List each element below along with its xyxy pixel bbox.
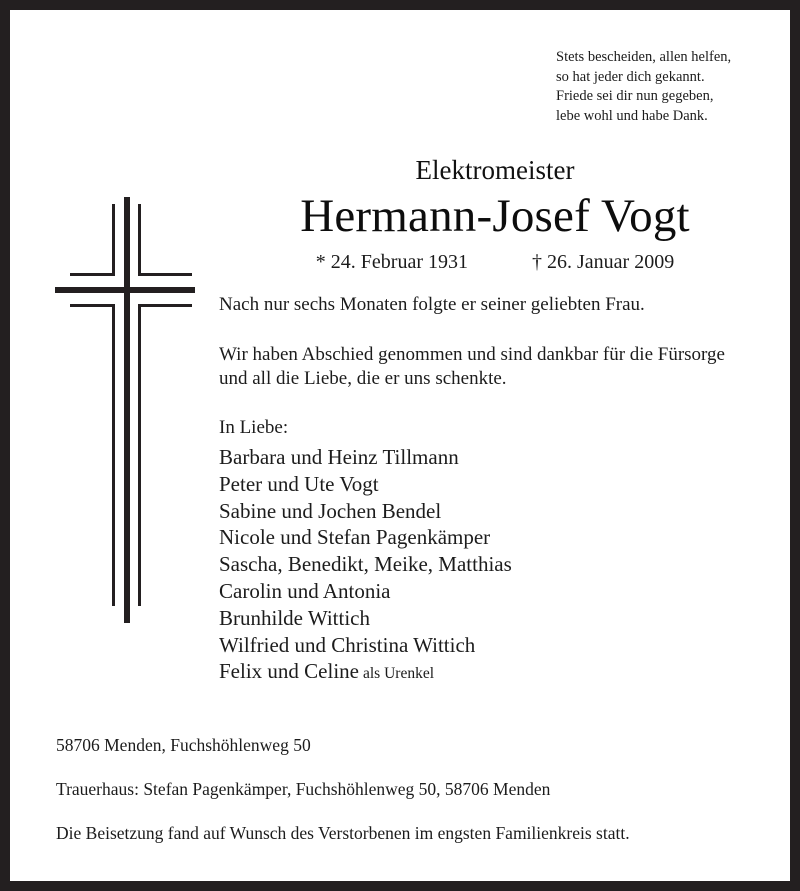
mourner-names: Felix und Celine xyxy=(219,659,359,684)
birth-date: * 24. Februar 1931 xyxy=(315,251,468,273)
mourner-names: Brunhilde Wittich xyxy=(219,605,370,630)
death-date: † 26. Januar 2009 xyxy=(532,251,675,273)
mourner-names: Sabine und Jochen Bendel xyxy=(219,498,442,523)
list-item xyxy=(219,498,779,525)
body-paragraph-2-line-1: Wir haben Abschied genommen und sind dankbar für die Fürsorge xyxy=(219,344,725,365)
poem-line-1: Stets bescheiden, allen helfen, xyxy=(556,49,732,65)
poem-line-2: so hat jeder dich gekannt. xyxy=(556,68,705,85)
poem-line-3: Friede sei dir nun gegeben, xyxy=(556,88,714,104)
list-item xyxy=(219,578,779,605)
mourners-list xyxy=(219,444,779,688)
profession-title: Elektromeister xyxy=(415,155,575,185)
cross-icon-shape xyxy=(46,186,206,636)
body-spacer-2 xyxy=(219,391,779,416)
address-line: 58706 Menden, Fuchshöhlenweg 50 xyxy=(56,735,311,755)
mourner-relation-note: als Urenkel xyxy=(363,665,435,683)
body-spacer-1 xyxy=(219,317,779,343)
mourner-names: Nicole und Stefan Pagenkämper xyxy=(219,525,491,550)
list-item xyxy=(219,551,779,578)
list-item xyxy=(219,524,779,551)
notice-page xyxy=(10,10,790,881)
mourning-house-line: Trauerhaus: Stefan Pagenkämper, Fuchshöhlenweg 50, 58706 Menden xyxy=(56,779,551,799)
body-paragraph-1: Nach nur sechs Monaten folgte er seiner geliebten Frau. xyxy=(219,294,645,315)
memorial-poem xyxy=(556,48,786,126)
list-item xyxy=(219,632,779,659)
notice-footer xyxy=(56,734,756,844)
list-item xyxy=(219,605,779,632)
list-item xyxy=(219,658,779,688)
salutation: In Liebe: xyxy=(219,417,289,438)
mourner-names: Barbara und Heinz Tillmann xyxy=(219,445,459,469)
life-dates xyxy=(200,249,790,275)
mourner-names: Carolin und Antonia xyxy=(219,578,391,603)
list-item xyxy=(219,444,779,471)
notice-body xyxy=(219,293,779,440)
mourner-names: Sascha, Benedikt, Meike, Matthias xyxy=(219,552,512,577)
list-item xyxy=(219,471,779,498)
mourner-names: Peter und Ute Vogt xyxy=(219,471,379,496)
body-paragraph-2-line-2: und all die Liebe, die er uns schenkte. xyxy=(219,368,507,389)
mourner-names: Wilfried und Christina Wittich xyxy=(219,632,476,657)
deceased-name: Hermann-Josef Vogt xyxy=(300,190,690,242)
burial-note-line: Die Beisetzung fand auf Wunsch des Verstorbenen im engsten Familienkreis statt. xyxy=(56,823,630,843)
poem-line-4: lebe wohl und habe Dank. xyxy=(556,107,708,124)
cross-icon xyxy=(46,186,206,636)
